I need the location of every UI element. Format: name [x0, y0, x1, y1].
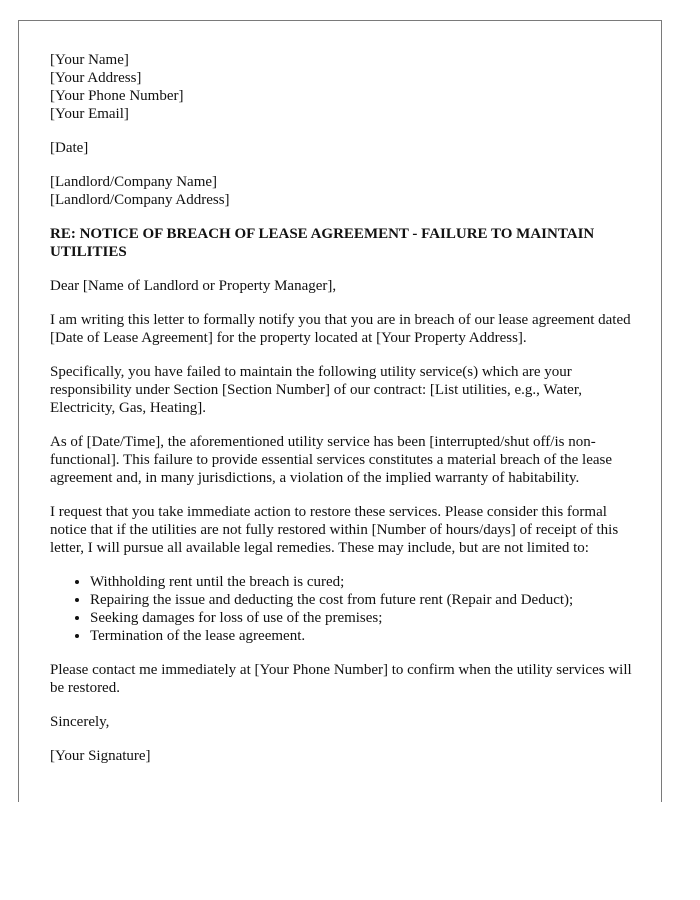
- date-block: [50, 139, 640, 157]
- recipient-block: [50, 173, 640, 209]
- closing: Sincerely,: [50, 714, 110, 730]
- recipient-address: [Landlord/Company Address]: [50, 192, 230, 208]
- sender-address: [Your Address]: [50, 70, 142, 86]
- list-item: • Termination of the lease agreement.: [90, 627, 640, 645]
- list-item: • Repairing the issue and deducting the cost from future rent (Repair and Deduct);: [90, 591, 640, 609]
- letter-page: [18, 20, 662, 802]
- sender-email: [Your Email]: [50, 106, 129, 122]
- list-item: • Seeking damages for loss of use of the premises;: [90, 609, 640, 627]
- paragraph-request: I request that you take immediate action to restore these services. Please consider this formal notice that if the utilities are not fully restored within [Number of hours/days] of receipt of this letter, I will pursue all available legal remedies. These may include, but are not limited to:: [50, 504, 619, 556]
- recipient-name: [Landlord/Company Name]: [50, 174, 218, 190]
- sender-phone: [Your Phone Number]: [50, 88, 184, 104]
- letter-date: [Date]: [50, 140, 89, 156]
- paragraph-utilities: Specifically, you have failed to maintain the following utility service(s) which are your responsibility under Section [Section Number] of our contract: [List utilities, e.g., Water, Electricity, Gas, Heating].: [50, 364, 582, 416]
- letter-content: [50, 51, 640, 765]
- signature: [Your Signature]: [50, 748, 151, 764]
- remedies-list: [50, 573, 640, 645]
- subject-line: RE: NOTICE OF BREACH OF LEASE AGREEMENT - FAILURE TO MAINTAIN UTILITIES: [50, 226, 595, 260]
- list-item: • Withholding rent until the breach is cured;: [90, 573, 640, 591]
- sender-block: [50, 51, 640, 123]
- salutation: Dear [Name of Landlord or Property Manager],: [50, 278, 337, 294]
- paragraph-breach-notice: I am writing this letter to formally notify you that you are in breach of our lease agreement dated [Date of Lease Agreement] for the property located at [Your Property Address].: [50, 312, 631, 346]
- sender-name: [Your Name]: [50, 52, 129, 68]
- paragraph-interruption: As of [Date/Time], the aforementioned utility service has been [interrupted/shut off/is non-functional]. This failure to provide essential services constitutes a material breach of the lease agreement and, in many jurisdictions, a violation of the implied warranty of habitability.: [50, 434, 613, 486]
- paragraph-contact: Please contact me immediately at [Your Phone Number] to confirm when the utility services will be restored.: [50, 662, 632, 696]
